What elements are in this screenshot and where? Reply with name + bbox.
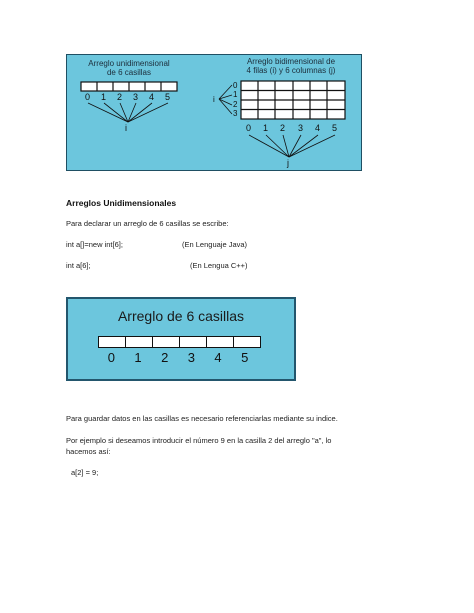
code-assign: a[2] = 9; xyxy=(71,468,99,477)
two-d-col-pointer-lines xyxy=(249,135,335,157)
array-cell xyxy=(99,337,125,347)
one-d-caption-line: de 6 casillas xyxy=(106,68,152,77)
array-index: 4 xyxy=(214,350,222,365)
intro-text: Para declarar un arreglo de 6 casillas se escribe: xyxy=(66,219,229,228)
one-d-index: 2 xyxy=(117,92,123,102)
one-d-caption-line: Arreglo unidimensional xyxy=(88,59,170,68)
two-d-row-index: 0 xyxy=(233,81,238,90)
figure-title: Arreglo de 6 casillas xyxy=(117,308,245,324)
two-d-row-index: 1 xyxy=(233,90,238,99)
two-d-caption-line: 4 filas (i) y 6 columnas (j) xyxy=(246,66,336,75)
one-d-array-cells xyxy=(81,82,177,91)
code-java-note: (En Lenguaje Java) xyxy=(182,240,248,249)
one-d-index: 4 xyxy=(149,92,155,102)
two-d-col-index-labels xyxy=(246,123,337,168)
two-d-row-pointer-lines xyxy=(219,85,232,114)
two-d-col-index: 4 xyxy=(315,123,321,133)
section-heading: Arreglos Unidimensionales xyxy=(66,198,177,208)
array-index: 5 xyxy=(241,350,249,365)
one-d-caption xyxy=(71,59,187,77)
one-d-index: 1 xyxy=(101,92,107,102)
figure-six-cell-array xyxy=(66,297,296,381)
code-cpp: int a[6]; xyxy=(66,261,91,270)
one-d-pointer-label: i xyxy=(125,123,127,133)
one-d-index: 5 xyxy=(165,92,171,102)
array-cell xyxy=(233,337,260,347)
two-d-col-index: 0 xyxy=(246,123,252,133)
two-d-row-pointer-label: i xyxy=(213,95,215,104)
array-index: 1 xyxy=(134,350,142,365)
two-d-row-index: 3 xyxy=(233,109,238,118)
array-index: 2 xyxy=(161,350,169,365)
array-cell xyxy=(152,337,179,347)
one-d-index: 3 xyxy=(133,92,139,102)
two-d-row-index: 2 xyxy=(233,100,238,109)
figure-arrays-diagram xyxy=(66,54,362,171)
two-d-col-pointer-label: j xyxy=(287,158,289,168)
two-d-col-index: 2 xyxy=(280,123,286,133)
array-index: 3 xyxy=(187,350,195,365)
one-d-index-labels xyxy=(85,92,170,133)
two-d-col-index: 3 xyxy=(298,123,304,133)
two-d-array-grid xyxy=(241,81,345,119)
array-cell xyxy=(206,337,233,347)
two-d-caption-line: Arreglo bidimensional de xyxy=(246,57,336,66)
array-cell xyxy=(125,337,152,347)
one-d-pointer-lines xyxy=(88,103,168,122)
two-d-caption xyxy=(227,57,355,75)
code-cpp-note: (En Lengua C++) xyxy=(190,261,248,270)
store-text: Para guardar datos en las casillas es necesario referenciarlas mediante su indice. xyxy=(66,414,338,423)
array-index-labels xyxy=(98,350,258,365)
two-d-col-index: 1 xyxy=(263,123,269,133)
code-java: int a[]=new int[6]; xyxy=(66,240,123,249)
array-cells xyxy=(98,336,261,348)
example-text-line-2: hacemos así: xyxy=(66,447,111,456)
two-d-row-index-labels xyxy=(213,81,238,118)
array-cell xyxy=(179,337,206,347)
example-text-line-1: Por ejemplo si deseamos introducir el número 9 en la casilla 2 del arreglo "a", lo xyxy=(66,436,332,445)
one-d-index: 0 xyxy=(85,92,91,102)
array-index: 0 xyxy=(107,350,115,365)
two-d-col-index: 5 xyxy=(332,123,338,133)
